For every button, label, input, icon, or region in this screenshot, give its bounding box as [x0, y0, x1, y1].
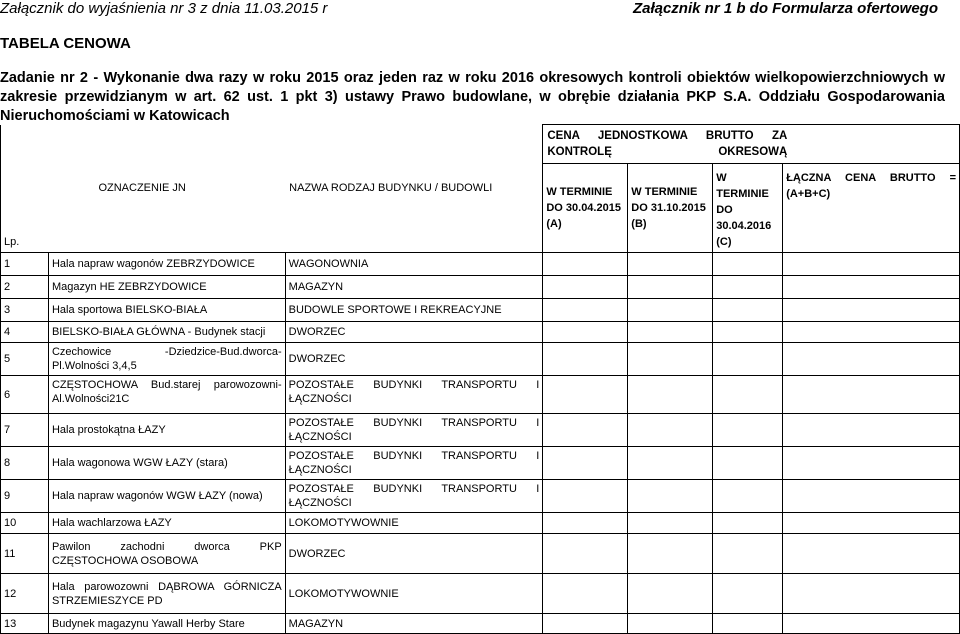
col-header-oznaczenie: OZNACZENIE JN: [48, 164, 285, 253]
table-row: 8 Hala wagonowa WGW ŁAZY (stara) POZOSTAŁE BUDYNKI TRANSPORTU I ŁĄCZNOŚCI: [1, 447, 960, 480]
col-header-a: W TERMINIE DO 30.04.2015 (A): [543, 164, 628, 253]
table-row: 10 Hala wachlarzowa ŁAZY LOKOMOTYWOWNIE: [1, 513, 960, 534]
cena-group-header: CENA JEDNOSTKOWA BRUTTO ZA KONTROLĘ OKRESOWĄ: [543, 125, 960, 164]
header-left-note: Załącznik do wyjaśnienia nr 3 z dnia 11.03.2015 r: [0, 0, 328, 17]
col-header-total: ŁĄCZNA CENA BRUTTO = (A+B+C): [783, 164, 960, 253]
price-table: [0, 124, 960, 634]
table-row: 12 Hala parowozowni DĄBROWA GÓRNICZA STRZEMIESZYCE PD LOKOMOTYWOWNIE: [1, 574, 960, 614]
table-row: 2 Magazyn HE ZEBRZYDOWICE MAGAZYN: [1, 276, 960, 299]
table-row: 3 Hala sportowa BIELSKO-BIAŁA BUDOWLE SPORTOWE I REKREACYJNE: [1, 299, 960, 322]
table-row: 9 Hala napraw wagonów WGW ŁAZY (nowa) POZOSTAŁE BUDYNKI TRANSPORTU I ŁĄCZNOŚCI: [1, 480, 960, 513]
table-row: 6 CZĘSTOCHOWA Bud.starej parowozowni- Al.Wolności21C POZOSTAŁE BUDYNKI TRANSPORTU I ŁĄCZNOŚCI: [1, 376, 960, 414]
table-row: 5 Czechowice -Dziedzice-Bud.dworca- Pl.Wolności 3,4,5 DWORZEC: [1, 343, 960, 376]
col-header-c: W TERMINIE DO 30.04.2016 (C): [713, 164, 783, 253]
task-description: Zadanie nr 2 - Wykonanie dwa razy w roku 2015 oraz jeden raz w roku 2016 okresowych kontroli obiektów wielkopowierzchniowych w zakresie przewidzianym w art. 62 ust. 1 pkt 3) ustawy Prawo budowlane, w obrębie działania PKP S.A. Oddziału Gospodarowania Nieruchomościami w Katowicach: [0, 70, 945, 124]
table-title: TABELA CENOWA: [0, 35, 131, 52]
col-header-lp: Lp.: [1, 164, 49, 253]
col-header-nazwa: NAZWA RODZAJ BUDYNKU / BUDOWLI: [285, 164, 543, 253]
price-table-wrapper: [0, 124, 960, 634]
table-row: 1 Hala napraw wagonów ZEBRZYDOWICE WAGONOWNIA: [1, 253, 960, 276]
table-row: 11 Pawilon zachodni dworca PKP CZĘSTOCHOWA OSOBOWA DWORZEC: [1, 534, 960, 574]
table-row: 4 BIELSKO-BIAŁA GŁÓWNA - Budynek stacji DWORZEC: [1, 322, 960, 343]
table-row: 13 Budynek magazynu Yawall Herby Stare MAGAZYN: [1, 614, 960, 634]
col-header-b: W TERMINIE DO 31.10.2015 (B): [628, 164, 713, 253]
table-row: 7 Hala prostokątna ŁAZY POZOSTAŁE BUDYNKI TRANSPORTU I ŁĄCZNOŚCI: [1, 414, 960, 447]
header-right-note: Załącznik nr 1 b do Formularza ofertowego: [632, 0, 938, 17]
